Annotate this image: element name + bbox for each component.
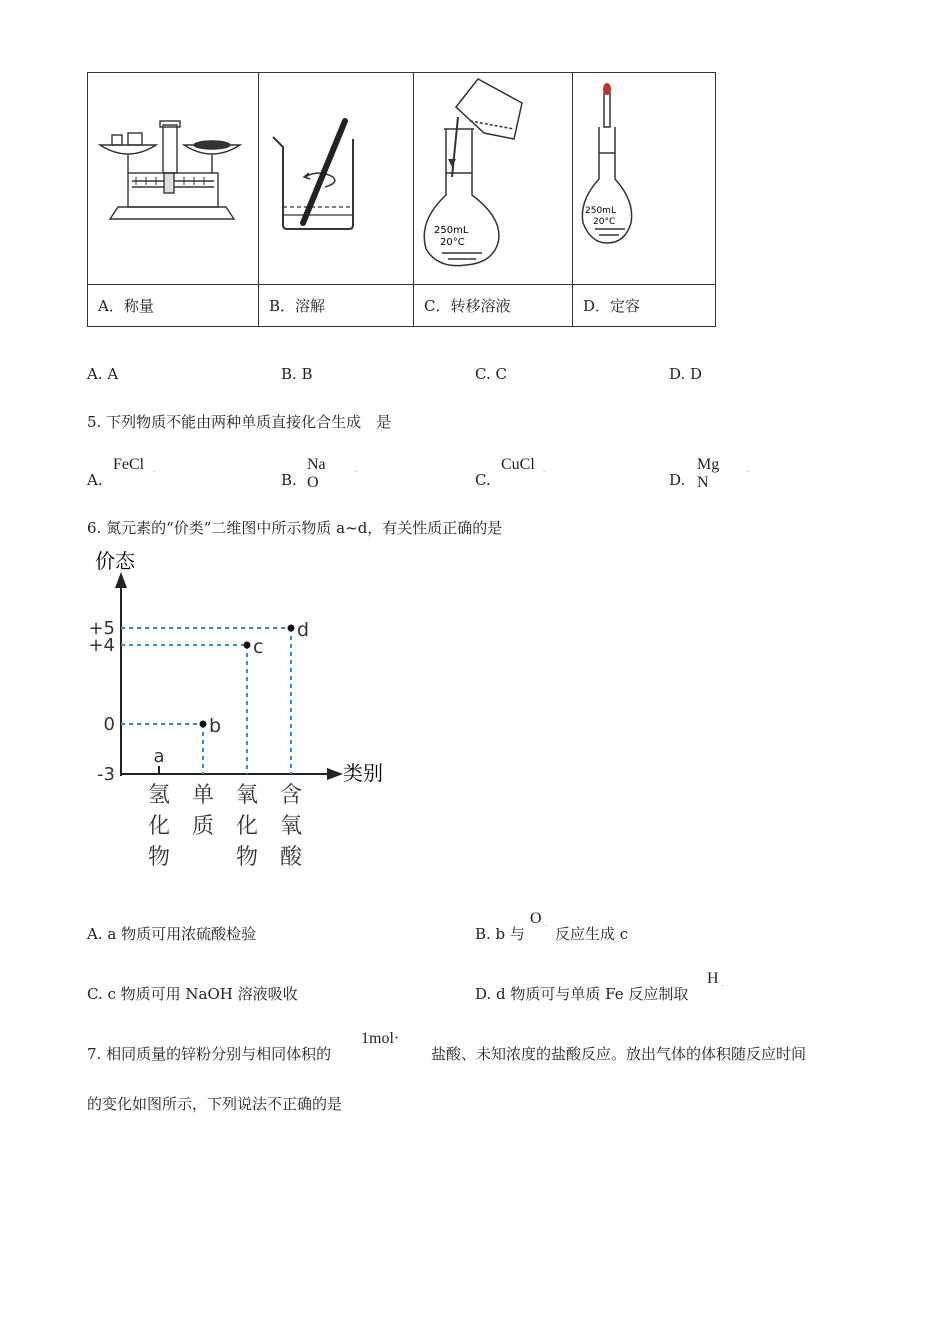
- q6-stem: 6. 氮元素的“价类”二维图中所示物质 a~d，有关性质正确的是: [87, 519, 503, 537]
- q7-stem-line1: [87, 1030, 887, 1063]
- x-axis-title: 类别: [343, 761, 383, 785]
- flask-volume-label: 250mL: [434, 225, 469, 236]
- caption-weighing: A．称量: [88, 285, 259, 327]
- caption-dissolving: B．溶解: [259, 285, 414, 327]
- point-label: a: [153, 746, 165, 767]
- q7-line1-formula: 1mol·: [361, 1030, 400, 1047]
- q4-option-d[interactable]: D. D: [669, 365, 703, 383]
- flask-temp-label: 20°C: [593, 217, 616, 227]
- q6-option-b-pre: B. b 与: [475, 925, 525, 943]
- point-label: d: [297, 619, 310, 641]
- q5-option-letter: C.: [475, 471, 491, 489]
- cell-dissolving-image: [259, 73, 414, 285]
- flask-volume-label: 250mL: [585, 206, 616, 216]
- q7-line1-pre: 7. 相同质量的锌粉分别与相同体积的: [87, 1045, 332, 1063]
- q6-option-a[interactable]: A. a 物质可用浓硫酸检验: [87, 925, 257, 943]
- equipment-table: [87, 72, 716, 327]
- beaker-stirring-icon: [259, 73, 413, 280]
- q4-option-a[interactable]: A. A: [87, 365, 119, 383]
- q7-stem-line2: 的变化如图所示，下列说法不正确的是: [87, 1095, 343, 1113]
- q6-option-c[interactable]: C. c 物质可用 NaOH 溶液吸收: [87, 985, 298, 1003]
- point-marker: [200, 721, 207, 728]
- cell-transfer-image: [414, 73, 573, 285]
- q5-option-sub: -: [747, 468, 750, 476]
- cell-volume-fixing-image: [573, 73, 716, 285]
- q6-option-b-post: 反应生成 c: [555, 925, 629, 943]
- q5-option-formula: CuCl: [501, 456, 535, 473]
- q5-stem: 5. 下列物质不能由两种单质直接化合生成 是: [87, 413, 392, 431]
- subscript-mark: -: [721, 982, 724, 990]
- y-tick-label: 0: [103, 714, 115, 735]
- point-label: c: [253, 636, 264, 658]
- q5-option-formula: Na O: [307, 456, 326, 491]
- q4-option-c[interactable]: C. C: [475, 365, 507, 383]
- q6-option-d-pre: D. d 物质可与单质 Fe 反应制取: [475, 985, 689, 1003]
- point-marker: [288, 625, 295, 632]
- q5-option-letter: D.: [669, 471, 686, 489]
- caption-transfer: C．转移溶液: [414, 285, 573, 327]
- caption-volume-fixing: D．定容: [573, 285, 716, 327]
- q4-option-b[interactable]: B. B: [281, 365, 313, 383]
- category-label: 含氧酸: [279, 783, 303, 870]
- y-tick-label: +4: [88, 635, 115, 656]
- transfer-solution-icon: [414, 73, 572, 280]
- q5-option-sub: -: [355, 468, 358, 476]
- q5-option-formula: FeCl: [113, 456, 145, 473]
- q6-option-d-formula: H: [707, 970, 719, 987]
- balance-scale-icon: [88, 73, 258, 280]
- y-axis-title: 价态: [95, 549, 135, 573]
- q5-option-letter: B.: [281, 471, 297, 489]
- point-marker: [244, 642, 251, 649]
- cell-weighing-image: [88, 73, 259, 285]
- y-axis-arrow: [115, 572, 127, 588]
- category-label: 氢化物: [147, 783, 171, 870]
- subscript-mark: -: [545, 922, 548, 930]
- valence-category-chart: [85, 544, 405, 884]
- point-label: b: [209, 715, 222, 737]
- q6-option-b-formula: O: [530, 910, 542, 927]
- q5-option-formula: Mg N: [697, 456, 720, 491]
- q5-option-letter: A.: [87, 471, 103, 489]
- x-axis-arrow: [327, 768, 343, 780]
- y-tick-label: -3: [97, 764, 115, 785]
- y-tick-label: +5: [88, 618, 115, 639]
- flask-temp-label: 20°C: [440, 237, 465, 248]
- q7-line1-post: 盐酸、未知浓度的盐酸反应。放出气体的体积随反应时间: [431, 1045, 807, 1063]
- category-label: 单质: [191, 783, 215, 839]
- q5-option-sub: -: [153, 468, 156, 476]
- category-label: 氧化物: [235, 783, 259, 870]
- q5-option-sub: -: [543, 468, 546, 476]
- volumetric-flask-dropper-icon: [573, 73, 715, 280]
